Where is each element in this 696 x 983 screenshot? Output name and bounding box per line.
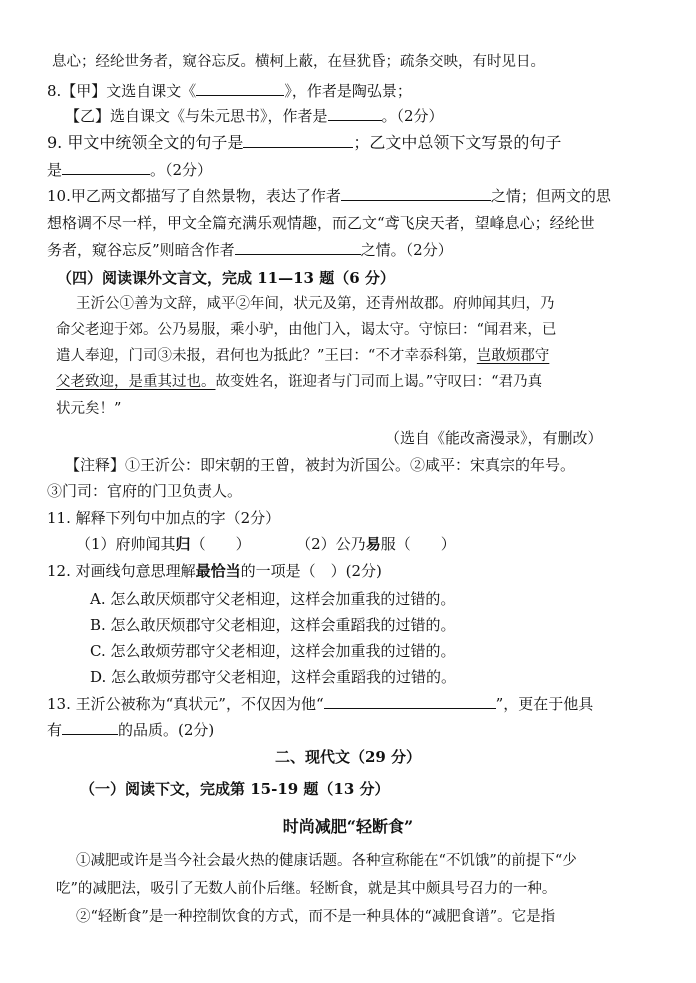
passage-line: 王沂公①善为文辞，咸平②年间，状元及第，还青州故郡。府帅闻其归，乃 <box>76 296 555 312</box>
article-paragraph: ①减肥或许是当今社会最火热的健康话题。各种宣称能在“不饥饿”的前提下“少 <box>76 853 577 869</box>
q13-d: 的品质。(2分) <box>118 721 215 739</box>
underlined-sentence: 父老致迎，是重其过也。 <box>56 374 216 390</box>
question-8a <box>47 81 412 101</box>
q8b-pre: 【乙】选自课文《与朱元思书》，作者是 <box>65 107 328 125</box>
question-12 <box>47 561 382 581</box>
question-13-cont <box>47 720 214 740</box>
passage-text: 遣人奉迎，门司③未报，君何也为抵此？”王曰：“不才幸忝科第， <box>56 348 477 364</box>
section-2-heading: 二、现代文（29 分） <box>274 748 422 766</box>
question-11: 11. 解释下列句中加点的字（2分） <box>47 509 281 527</box>
q13-c: 有 <box>47 721 63 739</box>
question-10 <box>47 186 611 206</box>
answer-blank[interactable] <box>243 133 353 148</box>
question-9 <box>47 133 561 153</box>
annotation: 【注释】①王沂公：即宋朝的王曾，被封为沂国公。②咸平：宋真宗的年号。 <box>65 456 576 474</box>
passage-text: 故变姓名，诳迎者与门司而上谒。”守叹曰：“君乃真 <box>215 374 543 390</box>
underlined-sentence: 岂敢烦郡守 <box>476 348 550 364</box>
q9-a: 9. 甲文中统领全文的句子是 <box>47 133 244 152</box>
question-8b <box>65 106 444 126</box>
passage-line: 命父老迎于郊。公乃易服，乘小驴，由他门入，谒太守。守惊曰：“闻君来，已 <box>56 322 557 338</box>
option-c[interactable]: C. 怎么敢烦劳郡守父老相迎，这样会加重我的过错的。 <box>90 642 456 660</box>
dotted-char: 归 <box>175 535 191 553</box>
text-line: 息心；经纶世务者，窥谷忘反。横柯上蔽，在昼犹昏；疏条交映，有时见日。 <box>52 54 545 70</box>
question-13 <box>47 694 593 714</box>
article-paragraph: ②“轻断食”是一种控制饮食的方式，而不是一种具体的“减肥食谱”。它是指 <box>76 909 556 925</box>
dotted-char: 易 <box>365 535 381 553</box>
answer-blank[interactable] <box>324 694 496 709</box>
q9-c: 是 <box>47 161 63 179</box>
question-11-items <box>76 534 456 554</box>
answer-blank[interactable] <box>235 240 361 255</box>
q10-b: 之情；但两文的思 <box>490 187 611 205</box>
q8b-post: 。（2分） <box>381 107 444 125</box>
q13-b: ”，更在于他具 <box>495 695 594 713</box>
article-paragraph: 吃”的减肥法，吸引了无数人前仆后继。轻断食，就是其中颇具号召力的一种。 <box>56 881 557 897</box>
q10-d: 务者，窥谷忘反”则暗含作者 <box>47 241 235 259</box>
section-2-1-title: （一）阅读下文，完成第 15-19 题（13 分） <box>80 780 390 798</box>
passage-line <box>56 372 542 392</box>
source-citation: （选自《能改斋漫录》，有删改） <box>385 429 603 447</box>
passage-line <box>56 346 549 366</box>
annotation: ③门司：官府的门卫负责人。 <box>47 482 243 500</box>
answer-blank[interactable] <box>328 106 382 121</box>
answer-blank[interactable] <box>196 81 284 96</box>
question-10-cont1: 想格调不尽一样，甲文全篇充满乐观情趣，而乙文“鸢飞戾天者，望峰息心；经纶世 <box>47 214 595 232</box>
option-a[interactable]: A. 怎么敢厌烦郡守父老相迎，这样会加重我的过错的。 <box>90 590 456 608</box>
q9-d: 。（2分） <box>150 161 213 179</box>
option-b[interactable]: B. 怎么敢厌烦郡守父老相迎，这样会重蹈我的过错的。 <box>90 616 456 634</box>
q12-bold: 最恰当 <box>195 562 241 580</box>
section-4-title: （四）阅读课外文言文，完成 11—13 题（6 分） <box>57 269 395 287</box>
article-title: 时尚减肥“轻断食” <box>282 817 414 836</box>
q13-a: 13. 王沂公被称为“真状元”，不仅因为他“ <box>47 695 324 713</box>
q9-b: ；乙文中总领下文写景的句子 <box>353 133 562 152</box>
q8a-post: 》，作者是陶弘景； <box>284 82 412 100</box>
answer-paren[interactable]: （ ） <box>395 535 456 553</box>
answer-blank[interactable] <box>62 720 118 735</box>
answer-blank[interactable] <box>341 186 491 201</box>
answer-blank[interactable] <box>62 160 150 175</box>
q11-a-pre: （1）府帅闻其 <box>76 535 176 553</box>
q11-b-mid: 服 <box>380 535 396 553</box>
question-10-cont2 <box>47 240 453 260</box>
q11-b-pre: （2）公乃 <box>296 535 366 553</box>
option-d[interactable]: D. 怎么敢烦劳郡守父老相迎，这样会重蹈我的过错的。 <box>90 668 457 686</box>
q8a-pre: 8.【甲】文选自课文《 <box>47 82 197 100</box>
q10-a: 10.甲乙两文都描写了自然景物，表达了作者 <box>47 187 341 205</box>
question-9-cont <box>47 160 212 180</box>
answer-paren[interactable]: （ ） <box>190 535 251 553</box>
q10-e: 之情。（2分） <box>360 241 453 259</box>
q12-post: 的一项是（ ）(2分) <box>240 562 382 580</box>
passage-line: 状元矣！” <box>56 401 122 417</box>
q12-pre: 12. 对画线句意思理解 <box>47 562 196 580</box>
